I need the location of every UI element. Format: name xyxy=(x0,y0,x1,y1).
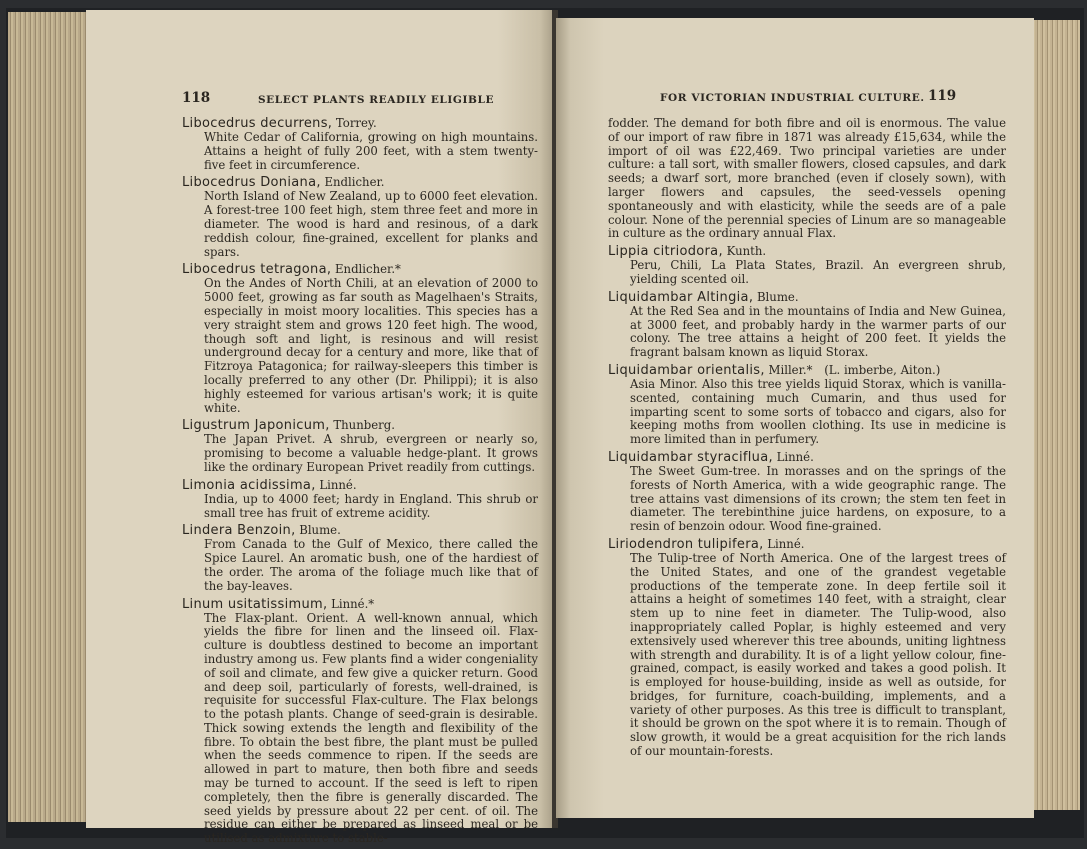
authority: Endlicher.* xyxy=(335,262,401,277)
authority: Miller.* xyxy=(768,362,813,377)
entry xyxy=(608,244,1006,287)
species-name: Libocedrus decurrens, xyxy=(182,116,333,131)
species-name: Liriodendron tulipifera, xyxy=(608,536,764,552)
entry-text: From Canada to the Gulf of Mexico, there called the Spice Laurel. An aromatic bush, one of the hardiest of the order. The aroma of the foliage much like that of the bay-leaves. xyxy=(204,537,538,593)
entry-text: India, up to 4000 feet; hardy in England. This shrub or small tree has fruit of extreme acidity. xyxy=(204,491,538,520)
authority: Thunberg. xyxy=(333,418,395,433)
species-name: Linum usitatissimum, xyxy=(182,596,328,612)
page-number: 119 xyxy=(928,88,957,104)
synonym: (L. imberbe, Aiton.) xyxy=(824,362,941,377)
entry xyxy=(182,597,538,847)
species-name: Limonia acidissima, xyxy=(182,477,316,493)
entry xyxy=(608,450,1006,534)
authority: Endlicher. xyxy=(324,175,385,190)
species-name: Libocedrus tetragona, xyxy=(182,262,332,278)
entry xyxy=(608,290,1006,360)
entry xyxy=(608,537,1006,759)
left-page xyxy=(86,10,554,846)
entry-text: At the Red Sea and in the mountains of India and New Guinea, at 3000 feet, and probably hardy in the warmer parts of our colony. The tree attains a height of 200 feet. It yields the fragrant balsam known as liquid Storax. xyxy=(630,303,1006,360)
entry-text: The Flax-plant. Orient. A well-known annual, which yields the fibre for linen and the linseed oil. Flax-culture is doubtless destined to become an important industry among us. Few plants find a wider congeniality of soil and climate, and few give a quicker return. Good and deep soil, particularly of forests, well-drained, is requisite for successful Flax-culture. The Flax belongs to the potash plants. Change of seed-grain is desirable. Thick sowing extends the length and flexibility of the fibre. To obtain the best fibre, the plant must be pulled when the seeds commence to ripen. If the seeds are allowed in part to mature, then both fibre and seeds may be turned to account. If the seed is left to ripen completely, then the fibre is generally discarded. The seed yields by pressure about 22 per cent. of oil. The residue can either be prepared as linseed meal or be utilised as admixture to stable- xyxy=(204,610,538,846)
right-page-edges xyxy=(1030,20,1080,810)
species-name: Liquidambar styraciflua, xyxy=(608,449,773,465)
authority: Linné. xyxy=(776,449,814,464)
entry-text: On the Andes of North Chili, at an elevation of 2000 to 5000 feet, growing as far south as Magelhaen's Straits, especially in moist moory localities. This species has a very straight stem and grows 120 feet high. The wood, though soft and light, is resinous and will resist underground decay for a century and more, like that of Fitzroya Patagonica; for railway-sleepers this timber is locally preferred to any other (Dr. Philippi); it is also highly esteemed for various artisan's work; it is quite white. xyxy=(204,276,538,415)
left-column xyxy=(182,116,538,849)
authority: Kunth. xyxy=(726,244,767,259)
authority: Linné. xyxy=(767,536,805,551)
authority: Blume. xyxy=(756,289,799,304)
entry-text: Peru, Chili, La Plata States, Brazil. An evergreen shrub, yielding scented oil. xyxy=(630,258,1006,286)
species-name: Libocedrus Doniana, xyxy=(182,175,321,191)
running-head: FOR VICTORIAN INDUSTRIAL CULTURE. xyxy=(660,92,925,104)
entry xyxy=(182,116,538,172)
species-name: Ligustrum Japonicum, xyxy=(182,418,330,434)
authority: Blume. xyxy=(299,523,341,538)
entry xyxy=(182,175,538,259)
entry xyxy=(182,262,538,415)
running-head: SELECT PLANTS READILY ELIGIBLE xyxy=(258,94,495,106)
entry-text: The Japan Privet. A shrub, evergreen or nearly so, promising to become a valuable hedge-plant. It grows like the ordinary European Privet readily from cuttings. xyxy=(204,432,538,474)
entry-text: Asia Minor. Also this tree yields liquid Storax, which is vanilla-scented, containing much Cumarin, and thus used for imparting scent to some sorts of tobacco and cigars, also for keeping moths from woollen clothing. Its use in medicine is more limited than in perfumery. xyxy=(630,376,1006,447)
species-name: Lippia citriodora, xyxy=(608,244,723,260)
right-column xyxy=(608,117,1006,762)
entry-text: North Island of New Zealand, up to 6000 feet elevation. A forest-tree 100 feet high, stem three feet and more in diameter. The wood is hard and resinous, of a dark reddish colour, fine-grained, excellent for planks and spars. xyxy=(204,189,538,259)
entry-text: The Tulip-tree of North America. One of the largest trees of the United States, and one of the grandest vegetable productions of the temperate zone. In deep fertile soil it attains a height of sometimes 140 feet, with a straight, clear stem up to nine feet in diameter. The Tulip-wood, also inappropriately called Poplar, is highly esteemed and very extensively used wherever this tree abounds, uniting lightness with strength and durability. It is of a light yellow colour, fine-grained, compact, is easily worked and takes a good polish. It is employed for house-building, inside as well as outside, for bridges, for furniture, coach-building, implements, and a variety of other purposes. As this tree is difficult to transplant, it should be grown on the spot where it is to remain. Though of slow growth, it would be a great acquisition for the rich lands of our mountain-forests. xyxy=(630,550,1006,759)
right-page xyxy=(556,18,1034,818)
authority: Linné. xyxy=(319,477,357,492)
entry xyxy=(182,478,538,521)
page-number: 118 xyxy=(182,90,211,106)
left-page-edges xyxy=(8,12,88,822)
species-name: Liquidambar orientalis, xyxy=(608,362,765,378)
entry xyxy=(182,418,538,474)
entry xyxy=(182,523,538,593)
species-name: Lindera Benzoin, xyxy=(182,523,296,539)
entry-text: White Cedar of California, growing on high mountains. Attains a height of fully 200 feet, with a stem twenty-five feet in circumference. xyxy=(204,130,538,172)
entry xyxy=(608,363,1006,447)
entry-text: The Sweet Gum-tree. In morasses and on the springs of the forests of North America, with a wide geographic range. The tree attains vast dimensions of its crown; the stem ten feet in diameter. The terebinthine juice hardens, on exposure, to a resin of benzoin odour. Wood fine-grained. xyxy=(630,463,1006,534)
authority: Linné.* xyxy=(331,596,375,611)
authority: Torrey. xyxy=(335,116,377,130)
continuation-text: fodder. The demand for both fibre and oil is enormous. The value of our import of raw fibre in 1871 was already £15,634, while the import of oil was £22,469. Two principal varieties are under culture: a tall sort, with smaller flowers, closed capsules, and dark seeds; a dwarf sort, more branched (even if closely sown), with larger flowers and capsules, the seed-vessels opening spontaneously and with elasticity, while the seeds are of a pale colour. None of the perennial species of Linum are so manageable in culture as the ordinary annual Flax. xyxy=(608,116,1006,241)
species-name: Liquidambar Altingia, xyxy=(608,289,754,305)
